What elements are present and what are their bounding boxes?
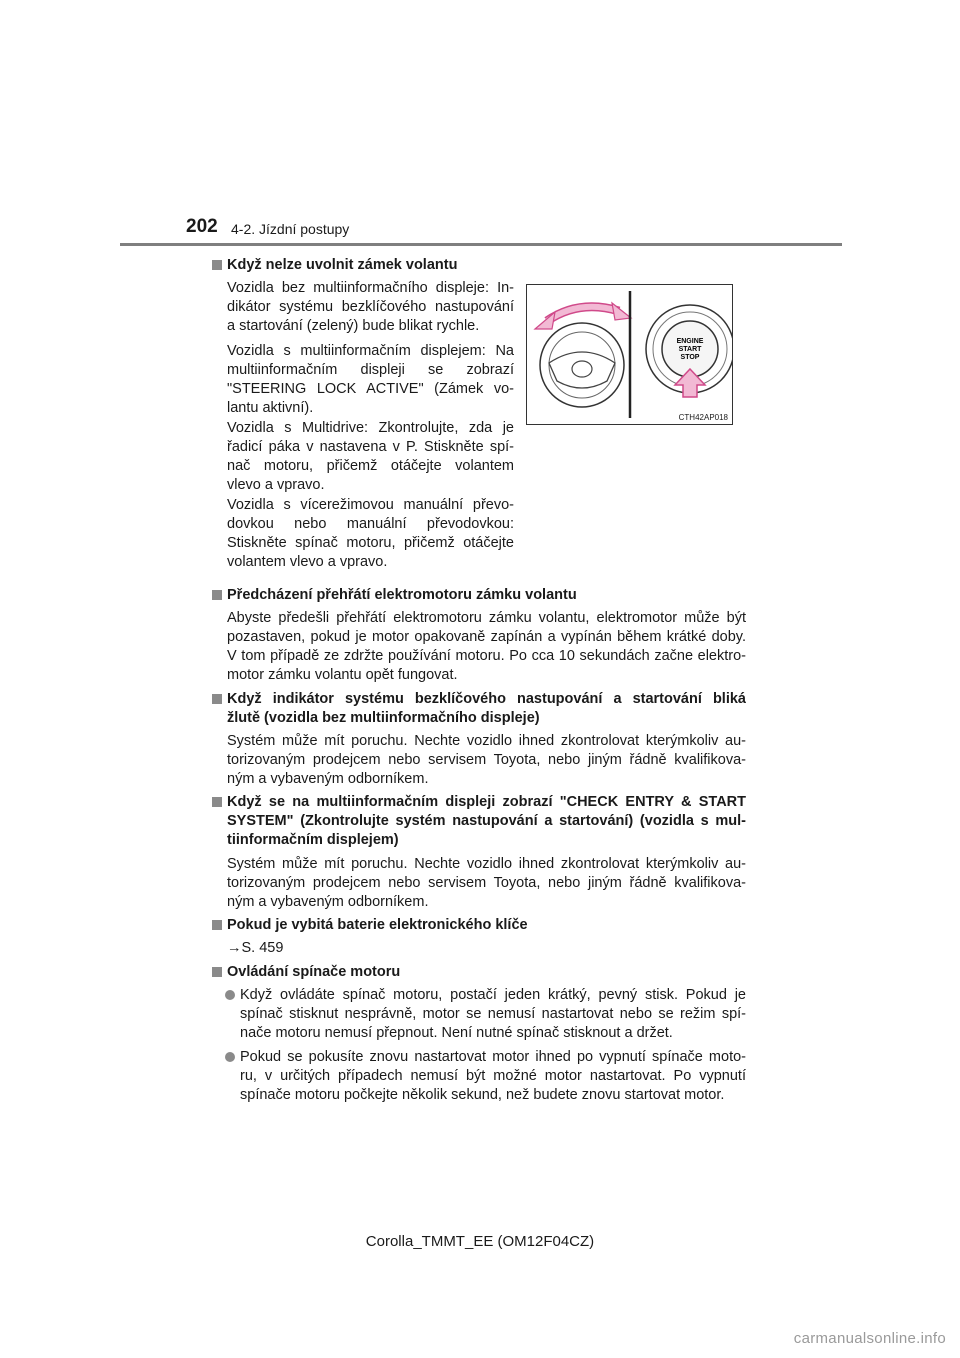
para-line: dovkou nebo manuální převodovkou: (227, 516, 514, 532)
bullet-line: nače motoru nemusí přepnout. Není nutné spínač stisknout a držet. (240, 1025, 673, 1041)
para-line: lantu aktivní). (227, 400, 314, 416)
heading-check-entry-cont: SYSTEM" (Zkontrolujte systém nastupování a startování) (vozidla s mul- (227, 813, 746, 829)
para-line: volantem vlevo a vpravo. (227, 554, 388, 570)
para-line: Vozidla s Multidrive: Zkontrolujte, zda je (227, 420, 514, 436)
bullet-line: Když ovládáte spínač motoru, postačí jeden krátký, pevný stisk. Pokud je (240, 987, 746, 1003)
heading-indicator-blink-cont: žlutě (vozidla bez multiinformačního displeje) (227, 710, 540, 726)
para-line: ným a vybaveným odborníkem. (227, 771, 429, 787)
heading-battery: Pokud je vybitá baterie elektronického klíče (227, 917, 528, 933)
para-line: Stiskněte spínač motoru, přičemž otáčejte (227, 535, 514, 551)
para-line: Systém může mít poruchu. Nechte vozidlo ihned zkontrolovat kterýmkoliv au- (227, 856, 746, 872)
round-bullet-icon (225, 1052, 235, 1062)
para-line: nač motoru, přičemž otáčejte volantem (227, 458, 514, 474)
watermark: carmanualsonline.info (793, 1330, 946, 1347)
para-line: Vozidla s multiinformačním displejem: Na (227, 343, 514, 359)
bullet-line: ru, v určitých případech nemusí být možné motor nastartovat. Po vypnutí (240, 1068, 746, 1084)
para-line: a startování (zelený) bude blikat rychle. (227, 318, 480, 334)
section-title: 4-2. Jízdní postupy (231, 221, 350, 237)
para-line: vlevo a vpravo. (227, 477, 325, 493)
heading-overheat: Předcházení přehřátí elektromotoru zámku volantu (227, 587, 577, 603)
bullet-line: spínače motoru počkejte několik sekund, než budete znovu startovat motor. (240, 1087, 725, 1103)
bullet-line: spínač stisknut nesprávně, motor se nemusí nastartovat nebo se režim spí- (240, 1006, 746, 1022)
page-reference: →S. 459 (227, 940, 284, 956)
para-line: řadicí páka v nastavena v P. Stiskněte spí- (227, 439, 514, 455)
para-line: pozastaven, pokud je motor opakovaně zapínán a vypínán během krátké doby. (227, 629, 746, 645)
para-line: Systém může mít poruchu. Nechte vozidlo ihned zkontrolovat kterýmkoliv au- (227, 733, 746, 749)
section-bullet-icon (212, 590, 222, 600)
para-line: ným a vybaveným odborníkem. (227, 894, 429, 910)
section-bullet-icon (212, 920, 222, 930)
heading-indicator-blink: Když indikátor systému bezklíčového nastupování a startování bliká (227, 691, 746, 707)
button-label-start: START (678, 346, 702, 353)
heading-steering-lock: Když nelze uvolnit zámek volantu (227, 257, 458, 273)
para-line: dikátor systému bezklíčového nastupování (227, 299, 514, 315)
header-divider (120, 243, 842, 246)
para-line: multiinformačním displeji se zobrazí (227, 362, 514, 378)
heading-check-entry-cont: tiinformačním displejem) (227, 832, 399, 848)
para-line: V tom případě ze zdržte používání motoru. Po cca 10 sekundách začne elektro- (227, 648, 746, 664)
button-label-engine: ENGINE (676, 338, 704, 345)
round-bullet-icon (225, 990, 235, 1000)
heading-check-entry: Když se na multiinformačním displeji zobrazí "CHECK ENTRY & START (227, 794, 746, 810)
para-line: "STEERING LOCK ACTIVE" (Zámek vo- (227, 381, 514, 397)
para-line: torizovaným prodejcem nebo servisem Toyota, nebo jiným řádně kvalifikova- (227, 875, 746, 891)
heading-operation: Ovládání spínače motoru (227, 964, 401, 980)
section-bullet-icon (212, 260, 222, 270)
bullet-line: Pokud se pokusíte znovu nastartovat motor ihned po vypnutí spínače moto- (240, 1049, 746, 1065)
figure-code: CTH42AP018 (678, 413, 728, 422)
para-line: Vozidla s vícerežimovou manuální převo- (227, 497, 514, 513)
arrow-head-left-icon (535, 312, 555, 329)
figure-drawing (527, 285, 732, 424)
section-bullet-icon (212, 797, 222, 807)
arrow-head-right-icon (612, 303, 631, 320)
button-label-stop: STOP (680, 354, 700, 361)
para-line: motor zámku volantu opět fungovat. (227, 667, 458, 683)
section-bullet-icon (212, 967, 222, 977)
para-line: Abyste předešli přehřátí elektromotoru zámku volantu, elektromotor může být (227, 610, 746, 626)
section-bullet-icon (212, 694, 222, 704)
para-line: torizovaným prodejcem nebo servisem Toyota, nebo jiným řádně kvalifikova- (227, 752, 746, 768)
para-line: Vozidla bez multiinformačního displeje: In- (227, 280, 514, 296)
footer-doc-id: Corolla_TMMT_EE (OM12F04CZ) (365, 1233, 595, 1250)
steering-start-figure (526, 284, 733, 425)
page-number: 202 (186, 216, 218, 237)
steering-wheel-icon (540, 323, 624, 407)
